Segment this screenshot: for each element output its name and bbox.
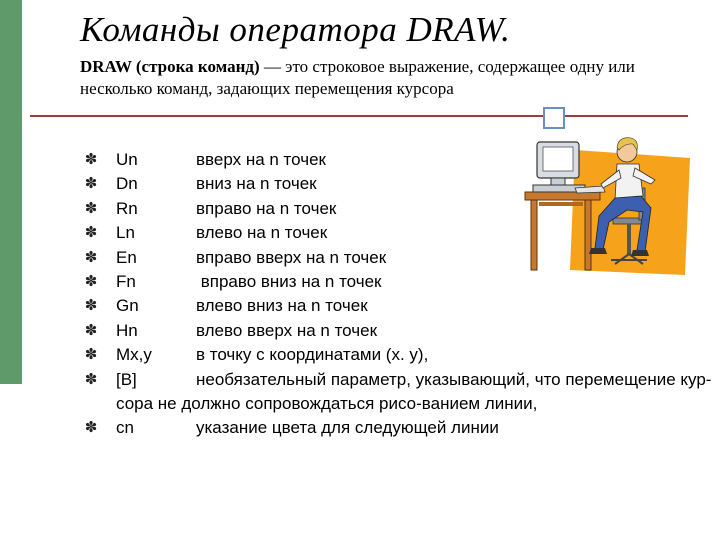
command-code: Un: [116, 150, 138, 169]
command-code: En: [116, 247, 137, 267]
command-code: Hn: [116, 320, 138, 340]
bullet-icon: ✽: [84, 297, 98, 315]
command-description: вверх на n точек: [196, 150, 326, 169]
command-description: необязательный параметр, указывающий, что перемещение кур-сора не должно сопровождаться рисо-ванием линии,: [116, 369, 712, 414]
bullet-icon: ✽: [84, 248, 98, 266]
command-description: вправо вниз на n точек: [196, 272, 382, 292]
slide-title: Команды оператора DRAW.: [80, 10, 511, 49]
command-code: Mx,y: [116, 345, 152, 365]
command-code: Gn: [116, 296, 139, 316]
subtitle-bold: DRAW (строка команд): [80, 57, 260, 76]
command-description: влево вниз на n точек: [196, 296, 368, 316]
list-item: [84, 343, 720, 367]
list-item: [84, 368, 720, 417]
command-code: cn: [116, 418, 134, 438]
divider-square: [543, 107, 565, 129]
bullet-icon: ✽: [84, 151, 98, 168]
command-description: в точку с координатами (x. y),: [196, 345, 429, 365]
command-description: указание цвета для следующей линии: [196, 418, 499, 438]
command-description: влево вверх на n точек: [196, 320, 378, 340]
computer-user-clipart: [515, 130, 690, 280]
subtitle-rest: — это строковое выражение, содержащее одну или несколько команд, задающих перемещения курсора: [80, 57, 635, 98]
command-description: вниз на n точек: [196, 174, 317, 194]
bullet-icon: ✽: [84, 419, 98, 437]
slide-subtitle: [80, 56, 680, 100]
command-code: [B]: [116, 369, 137, 389]
command-description: влево на n точек: [196, 223, 328, 243]
title-divider: [30, 115, 688, 117]
bullet-icon: ✽: [84, 273, 98, 291]
list-item: [84, 416, 720, 440]
left-accent-bar: [0, 0, 22, 384]
command-code: Dn: [116, 174, 138, 194]
bullet-icon: ✽: [84, 175, 98, 193]
bullet-icon: ✽: [84, 321, 98, 339]
command-description: вправо на n точек: [196, 198, 337, 218]
bullet-icon: ✽: [84, 370, 98, 388]
command-code: Ln: [116, 223, 135, 243]
command-code: Fn: [116, 272, 136, 292]
bullet-icon: ✽: [84, 224, 98, 242]
command-code: Rn: [116, 198, 138, 218]
bullet-icon: ✽: [84, 346, 98, 364]
list-item: [84, 319, 720, 343]
bullet-icon: ✽: [84, 199, 98, 217]
list-item: [84, 294, 720, 318]
command-description: вправо вверх на n точек: [196, 247, 387, 267]
